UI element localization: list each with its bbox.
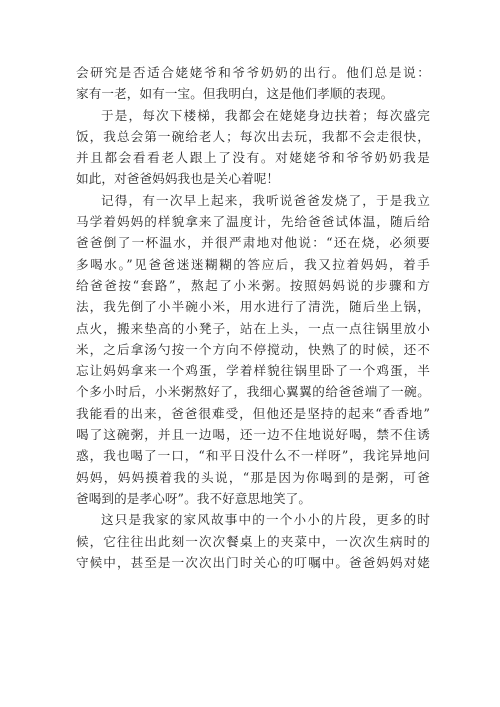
text-line: 个多小时后，小米粥熬好了，我细心翼翼的给爸爸端了一碗。 [76, 384, 430, 400]
document-body [76, 62, 430, 573]
text-line: 喝了这碗粥，并且一边喝，还一边不住地说好喝，禁不住诱 [76, 427, 430, 443]
text-line: 给爸爸按“套路”，熬起了小米粥。按照妈妈说的步骤和方 [76, 277, 430, 293]
text-line: 马学着妈妈的样貌拿来了温度计，先给爸爸试体温，随后给 [76, 214, 430, 230]
text-line: 会研究是否适合姥姥爷和爷爷奶奶的出行。他们总是说： [76, 65, 430, 80]
text-line: 并且都会看看老人跟上了没有。对姥姥爷和爷爷奶奶我是 [76, 150, 430, 166]
text-line: 于是，每次下楼梯，我都会在姥姥身边扶着；每次盛完 [101, 107, 430, 123]
text-line: 如此，对爸爸妈妈我也是关心着呢！ [76, 171, 280, 187]
text-line: 忘让妈妈拿来一个鸡蛋，学着样貌往锅里卧了一个鸡蛋，半 [76, 363, 430, 379]
text-line: 米，之后拿汤勺按一个方向不停搅动，快熟了的时候，还不 [76, 341, 430, 357]
text-line: 妈妈，妈妈摸着我的头说，“那是因为你喝到的是粥，可爸 [76, 469, 430, 485]
text-line: 爸喝到的是孝心呀”。我不好意思地笑了。 [76, 490, 312, 506]
text-line: 点火，搬来垫高的小凳子，站在上头，一点一点往锅里放小 [76, 320, 430, 336]
text-line: 爸爸倒了一杯温水，并很严肃地对他说：“还在烧，必须要 [76, 235, 430, 251]
text-line: 多喝水。”见爸爸迷迷糊糊的答应后，我又拉着妈妈，着手 [76, 256, 430, 272]
text-line: 候，它往往出此刻一次次餐桌上的夹菜中，一次次生病时的 [76, 533, 430, 549]
text-line: 这只是我家的家风故事中的一个小小的片段，更多的时 [101, 512, 430, 528]
text-line: 法，我先倒了小半碗小米，用水进行了清洗，随后坐上锅， [76, 299, 430, 315]
text-line: 我能看的出来，爸爸很难受，但他还是坚持的起来“香香地” [76, 405, 430, 421]
text-line: 饭，我总会第一碗给老人；每次出去玩，我都不会走很快， [76, 128, 430, 144]
text-line: 记得，有一次早上起来，我听说爸爸发烧了，于是我立 [101, 192, 430, 208]
text-line: 惑，我也喝了一口，“和平日没什么不一样呀”，我诧异地问 [76, 448, 430, 464]
text-line: 守候中，甚至是一次次出门时关心的叮嘱中。爸爸妈妈对姥 [76, 554, 430, 570]
text-line: 家有一老，如有一宝。但我明白，这是他们孝顺的表现。 [76, 86, 394, 102]
